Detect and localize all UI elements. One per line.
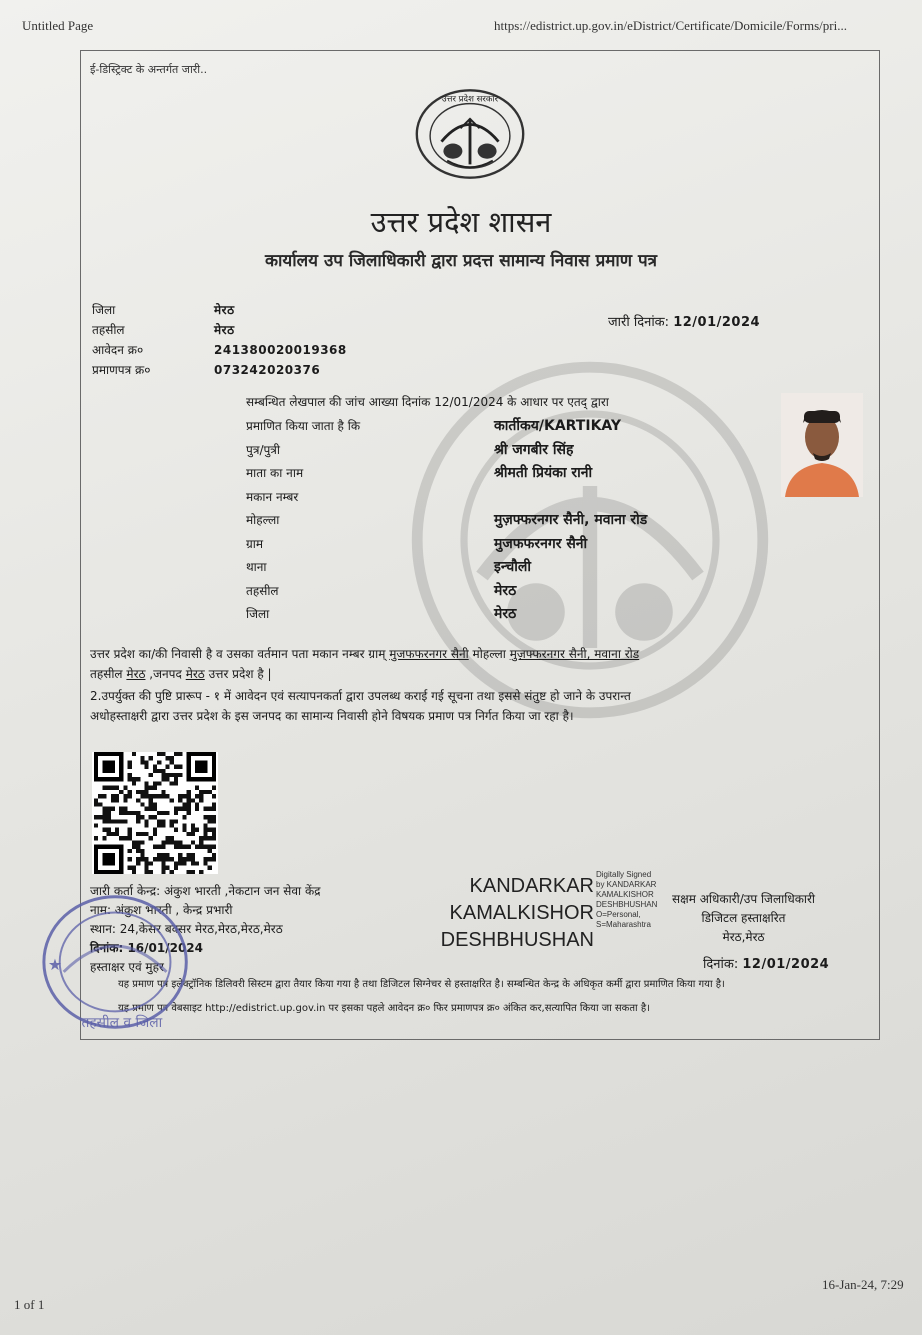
para-text: मोहल्ला — [472, 647, 506, 661]
authority-block — [672, 890, 815, 947]
detail-label: थाना — [246, 560, 267, 575]
digital-signature-name — [404, 873, 594, 954]
meta-label: जिला — [92, 303, 116, 317]
authority-date-value: 12/01/2024 — [742, 957, 830, 972]
detail-value: मुज़फ्फरनगर सैनी, मवाना रोड — [494, 512, 648, 529]
detail-value: श्रीमती प्रियंका रानी — [494, 465, 593, 482]
detail-label: मकान नम्बर — [246, 489, 299, 504]
residence-paragraph — [90, 644, 860, 684]
stamp-text: तहसील व जिला — [81, 1015, 163, 1032]
print-page-url: https://edistrict.up.gov.in/eDistrict/Certificate/Domicile/Forms/pri... — [494, 18, 847, 33]
detail-row — [246, 532, 647, 556]
qr-code — [92, 752, 218, 874]
detail-value: मेरठ — [494, 582, 517, 599]
digital-signature-note — [596, 870, 657, 930]
para-text: उत्तर प्रदेश है | — [208, 667, 272, 681]
print-page-title: Untitled Page — [22, 18, 94, 33]
meta-value: मेरठ — [214, 323, 235, 337]
certificate-title: उत्तर प्रदेश शासन — [370, 205, 552, 239]
dsign-line: by KANDARKAR — [596, 880, 657, 889]
detail-label: पुत्र/पुत्री — [246, 442, 281, 457]
detail-row — [246, 555, 647, 579]
issue-date-value: 12/01/2024 — [673, 315, 761, 330]
issuer-operator: नाम: अंकुश भारती , केन्द्र प्रभारी — [90, 903, 233, 917]
meta-row — [92, 300, 347, 320]
detail-row — [246, 508, 647, 532]
detail-value: कार्तीकय/KARTIKAY — [494, 418, 622, 435]
meta-row — [92, 360, 347, 380]
para-line: 2.उपर्युक्त की पुष्टि प्रारूप - १ में आवेदन एवं सत्यापनकर्ता द्वारा उपलब्ध कराई गई सूचना तथा इससे संतुष्ट हो जाने के उपरान्त — [90, 689, 631, 703]
meta-row — [92, 340, 347, 360]
para-text: उत्तर प्रदेश का/की निवासी है व उसका वर्तमान पता मकान नम्बर ग्राम् — [90, 647, 386, 661]
applicant-photo — [781, 393, 863, 497]
meta-value: 241380020019368 — [214, 343, 347, 357]
authority-place: मेरठ,मेरठ — [722, 930, 765, 944]
certificate-subtitle: कार्यालय उप जिलाधिकारी द्वारा प्रदत्त सामान्य निवास प्रमाण पत्र — [264, 251, 658, 271]
detail-label: मोहल्ला — [246, 513, 280, 528]
para-text: ,जनपद — [149, 667, 182, 681]
authority-designation: सक्षम अधिकारी/उप जिलाधिकारी — [672, 892, 816, 906]
meta-value: मेरठ — [214, 303, 235, 317]
signature-line: DESHBHUSHAN — [440, 929, 594, 951]
dsign-line: S=Maharashtra — [596, 920, 651, 929]
para-village: मुजफफरनगर सैनी — [389, 647, 469, 661]
certificate-meta — [92, 300, 347, 380]
dsign-line: KAMALKISHOR — [596, 890, 654, 899]
footnote-electronic: यह प्रमाण पत्र इलेक्ट्रॉनिक डिलिवरी सिस्टम द्वारा तैयार किया गया है तथा डिजिटल सिग्नेचर से हस्ताक्षरित है। सम्बन्धित केन्द्र के अधिकृत कर्मी द्वारा प्रमाणित किया गया है। — [118, 979, 725, 990]
print-page-number: 1 of 1 — [14, 1297, 45, 1312]
detail-row — [246, 602, 647, 626]
detail-row — [246, 414, 647, 438]
para-tehsil: मेरठ — [126, 667, 146, 681]
issuer-date: दिनांक: 16/01/2024 — [90, 941, 204, 955]
detail-label: जिला — [246, 607, 270, 622]
para-district: मेरठ — [185, 667, 205, 681]
up-govt-emblem-icon — [413, 86, 527, 182]
detail-label: ग्राम — [246, 536, 264, 551]
svg-text:★: ★ — [47, 954, 63, 974]
detail-label: प्रमाणित किया जाता है कि — [246, 419, 361, 434]
signature-line: KANDARKAR — [469, 875, 594, 897]
meta-value: 073242020376 — [214, 363, 321, 377]
detail-value: मुजफफरनगर सैनी — [494, 535, 588, 552]
para-text: तहसील — [90, 667, 123, 681]
authority-date-label: दिनांक: — [703, 957, 739, 972]
para-line: अधोहस्ताक्षरी द्वारा उत्तर प्रदेश के इस जनपद का सामान्य निवासी होने विषयक प्रमाण पत्र निर्गत किया जा रहा है। — [90, 709, 574, 723]
detail-value: श्री जगबीर सिंह — [494, 441, 574, 458]
issue-date-label: जारी दिनांक: — [608, 315, 670, 330]
issuer-seal-label: हस्ताक्षर एवं मुहर — [90, 960, 164, 974]
emblem-text: उत्तर प्रदेश सरकार — [441, 94, 499, 105]
para-mohalla: मुज़फ्फरनगर सैनी, मवाना रोड — [509, 647, 640, 661]
issue-date — [608, 312, 760, 330]
detail-value: मेरठ — [494, 606, 517, 623]
signature-line: KAMALKISHOR — [449, 902, 594, 924]
dsign-line: DESHBHUSHAN — [596, 900, 658, 909]
edistrict-note: ई-डिस्ट्रिक्ट के अन्तर्गत जारी.. — [90, 63, 208, 76]
detail-row — [246, 579, 647, 603]
authority-signed: डिजिटल हस्ताक्षरित — [701, 911, 786, 925]
issuer-place: स्थान: 24,केसर बक्सर मेरठ,मेरठ,मेरठ,मेरठ — [90, 922, 283, 936]
print-timestamp: 16-Jan-24, 7:29 — [822, 1277, 904, 1292]
meta-label: आवेदन क्र० — [92, 343, 144, 357]
dsign-line: O=Personal, — [596, 910, 641, 919]
detail-value: इन्चौली — [494, 559, 531, 576]
meta-label: तहसील — [92, 323, 125, 337]
intro-line: सम्बन्धित लेखपाल की जांच आख्या दिनांक 12/01/2024 के आधार पर एतद् द्वारा — [246, 395, 609, 409]
confirmation-paragraph — [90, 686, 860, 726]
meta-row — [92, 320, 347, 340]
authority-date — [703, 954, 829, 972]
dsign-line: Digitally Signed — [596, 870, 652, 879]
footnote-verify: यह प्रमाण पत्र वेबसाइट http://edistrict.up.gov.in पर इसका पहले आवेदन क्र० फिर प्रमाणपत्र क्र० अंकित कर,सत्यापित किया जा सकता है। — [118, 1003, 650, 1014]
detail-label: माता का नाम — [246, 466, 304, 481]
detail-row — [246, 461, 647, 485]
meta-label: प्रमाणपत्र क्र० — [92, 363, 151, 377]
applicant-details — [246, 414, 647, 626]
detail-label: तहसील — [246, 583, 279, 598]
office-stamp-icon — [34, 880, 212, 1040]
issuer-center: जारी कर्ता केन्द्र: अंकुश भारती ,नेकटान जन सेवा केंद्र — [90, 884, 321, 898]
detail-row — [246, 485, 647, 509]
detail-row — [246, 438, 647, 462]
